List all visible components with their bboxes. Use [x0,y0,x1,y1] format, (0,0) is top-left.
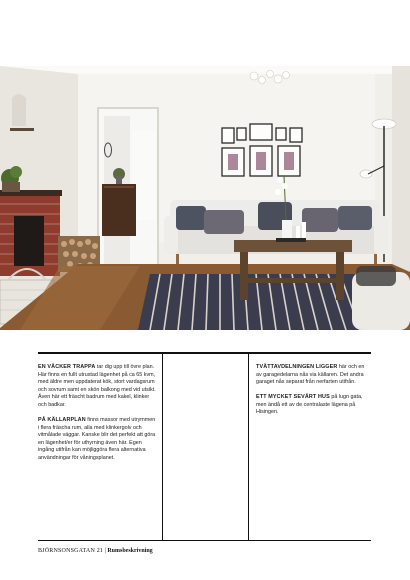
body-text: finns massor med utrymmen i flera fräscha rum, alla med klinkergolv och vitmålade väggar. Kanske blir det perfekt att göra en lägenhet/er för uthyrning även här. Egen ingång utifrån kan möjliggöra flera alternativa användningar för våningsplanet. [38,417,156,462]
body-text: på lugn gata, men ändå ett av de centralaste lägena på Hisingen. [256,394,363,416]
body-text: tar dig upp till övre plan. Här finns en fullt utrustad lägenhet på ca 65 kvm, med äldre men uppdaterat kök, stort vardagsrum och sovrum samt en skön balkong med vid utsikt. [38,364,156,393]
paragraph-basement [38,417,156,463]
bottom-rule [38,540,371,541]
paragraph-laundry [256,364,371,387]
paragraph-stairs [38,364,156,410]
footer-section: Rumsbeskrivning [107,548,153,554]
living-room-illustration [0,66,410,330]
paragraph-house [256,394,371,417]
footer-separator: | [103,548,108,554]
lead-in: PÅ KÄLLARPLAN [38,417,86,424]
page-footer [38,548,153,554]
body-text: här och en av garagedelarna nås via källaren. Det andra garaget nås separat från nerfarten utifrån. [256,364,365,386]
top-rule [38,352,371,354]
footer-street: BJÖRNSONSGATAN 21 [38,548,104,554]
column-divider-1 [162,354,163,540]
lead-in: ETT MYCKET SEVÄRT HUS [256,394,330,401]
lead-in: TVÄTTAVDELNINGEN LIGGER [256,364,338,370]
left-column [38,364,156,470]
living-room-photo [0,66,410,330]
column-divider-2 [248,354,249,540]
body-text: Även här ett fräscht badrum med kakel, klinker och badkar. [38,394,150,408]
lead-in: EN VÄCKER TRAPPA [38,364,96,370]
right-column [256,364,371,425]
